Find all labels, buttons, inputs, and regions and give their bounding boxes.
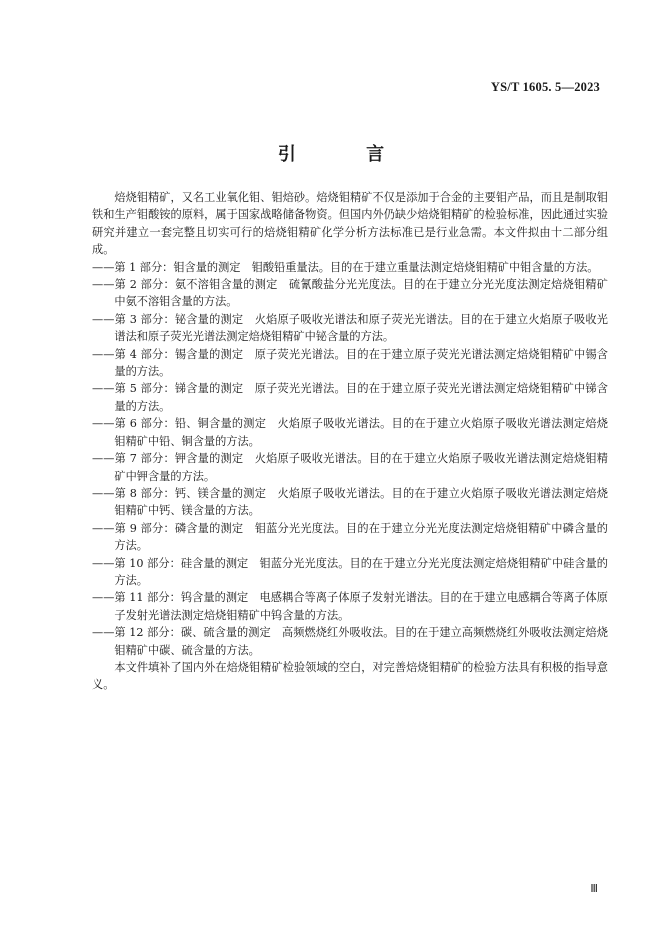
closing-paragraph: 本文件填补了国内外在焙烧钼精矿检验领域的空白，对完善焙烧钼精矿的检验方法具有积极的指导意义。: [92, 660, 608, 692]
part-label: ——第 5 部分：锑含量的测定: [92, 382, 244, 396]
part-item: [92, 276, 608, 311]
part-item: [92, 415, 608, 450]
part-label: ——第 12 部分：碳、硫含量的测定: [92, 626, 271, 640]
part-method: 火焰原子吸收光谱法和原子荧光光谱法。目的在于建立火焰原子吸收光谱法和原子荧光光谱法测定焙烧钼精矿中铋含量的方法。: [114, 312, 608, 344]
part-label: ——第 7 部分：钾含量的测定: [92, 452, 244, 466]
part-item: [92, 624, 608, 659]
part-label: ——第 4 部分：锡含量的测定: [92, 347, 244, 361]
part-method: 火焰原子吸收光谱法。目的在于建立火焰原子吸收光谱法测定焙烧钼精矿中铅、铜含量的方法。: [114, 417, 608, 448]
part-method: 火焰原子吸收光谱法。目的在于建立火焰原子吸收光谱法测定焙烧钼精矿中钾含量的方法。: [114, 452, 608, 483]
part-method: 钼酸铅重量法。目的在于建立重量法测定焙烧钼精矿中钼含量的方法。: [251, 260, 599, 274]
part-item: [92, 259, 608, 276]
document-code: YS/T 1605. 5—2023: [490, 80, 600, 94]
part-method: 火焰原子吸收光谱法。目的在于建立火焰原子吸收光谱法测定焙烧钼精矿中钙、镁含量的方法。: [114, 486, 608, 518]
part-item: [92, 380, 608, 415]
part-item: [92, 485, 608, 520]
part-item: [92, 555, 608, 590]
page-title: 引 言: [277, 144, 417, 165]
part-method: 硫氰酸盐分光光度法。目的在于建立分光光度法测定焙烧钼精矿中氨不溶钼含量的方法。: [114, 278, 608, 309]
part-method: 电感耦合等离子体原子发射光谱法。目的在于建立电感耦合等离子体原子发射光谱法测定焙烧钼精矿中钨含量的方法。: [114, 591, 608, 622]
part-item: [92, 450, 608, 485]
part-item: [92, 520, 608, 555]
part-label: ——第 2 部分：氨不溶钼含量的测定: [92, 278, 278, 292]
part-label: ——第 11 部分：钨含量的测定: [92, 591, 249, 605]
part-label: ——第 10 部分：硅含量的测定: [92, 556, 249, 570]
part-method: 高频燃烧红外吸收法。目的在于建立高频燃烧红外吸收法测定焙烧钼精矿中碳、硫含量的方法。: [114, 626, 608, 657]
part-label: ——第 3 部分：铋含量的测定: [92, 312, 244, 326]
part-method: 钼蓝分光光度法。目的在于建立分光光度法测定焙烧钼精矿中硅含量的方法。: [114, 556, 608, 587]
part-label: ——第 8 部分：钙、镁含量的测定: [92, 486, 267, 500]
part-method: 原子荧光光谱法。目的在于建立原子荧光光谱法测定焙烧钼精矿中锑含量的方法。: [114, 382, 608, 413]
body-text: [92, 189, 608, 694]
part-label: ——第 6 部分：铅、铜含量的测定: [92, 417, 267, 431]
part-method: 钼蓝分光光度法。目的在于建立分光光度法测定焙烧钼精矿中磷含量的方法。: [114, 521, 608, 553]
part-label: ——第 1 部分：钼含量的测定: [92, 260, 241, 274]
part-item: [92, 589, 608, 624]
part-method: 原子荧光光谱法。目的在于建立原子荧光光谱法测定焙烧钼精矿中锡含量的方法。: [114, 347, 608, 379]
part-label: ——第 9 部分：磷含量的测定: [92, 521, 244, 535]
page-number: Ⅲ: [590, 883, 598, 895]
intro-paragraph: 焙烧钼精矿，又名工业氧化钼、钼焙砂。焙烧钼精矿不仅是添加于合金的主要钼产品，而且是制取钼铁和生产钼酸铵的原料，属于国家战略储备物资。但国内外仍缺少焙烧钼精矿的检验标准，因此通过实验研究并建立一套完整且切实可行的焙烧钼精矿化学分析方法标准已是行业急需。本文件拟由十二部分组成。: [92, 191, 608, 257]
part-item: [92, 311, 608, 346]
part-item: [92, 346, 608, 381]
